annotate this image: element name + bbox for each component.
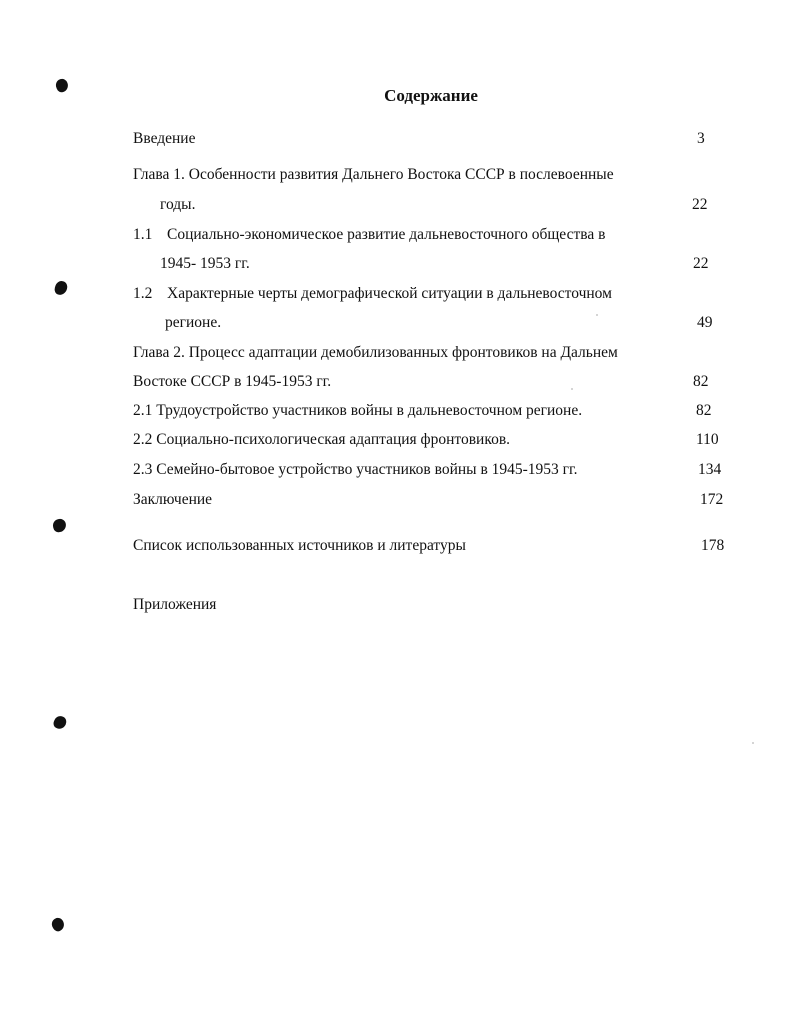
toc-entry-chapter-2-line-1[interactable]: Глава 2. Процесс адаптации демобилизованных фронтовиков на Дальнем <box>133 344 618 361</box>
toc-page-section-2-3: 134 <box>698 461 722 478</box>
toc-page-section-1-2: 49 <box>697 314 713 331</box>
toc-entry-section-1-2-line-2[interactable]: регионе. <box>165 314 222 331</box>
toc-page-introduction: 3 <box>697 130 705 147</box>
toc-page-sources: 178 <box>701 537 725 554</box>
page-title: Содержание <box>384 86 478 105</box>
toc-entry-chapter-1-line-2[interactable]: годы. <box>160 196 196 213</box>
toc-entry-appendix[interactable]: Приложения <box>133 596 217 613</box>
toc-entry-sources[interactable]: Список использованных источников и литературы <box>133 537 466 554</box>
toc-entry-introduction[interactable]: Введение <box>133 130 196 147</box>
toc-entry-section-1-1-line-2[interactable]: 1945- 1953 гг. <box>160 255 250 272</box>
toc-entry-section-1-1-number: 1.1 <box>133 226 153 243</box>
toc-page-chapter-2: 82 <box>693 373 709 390</box>
toc-page-section-1-1: 22 <box>693 255 709 272</box>
toc-entry-chapter-1-line-1[interactable]: Глава 1. Особенности развития Дальнего Востока СССР в послевоенные <box>133 166 614 183</box>
toc-page-conclusion: 172 <box>700 491 724 508</box>
toc-entry-section-2-3[interactable]: 2.3 Семейно-бытовое устройство участников войны в 1945-1953 гг. <box>133 461 578 478</box>
binding-hole-4 <box>52 714 68 731</box>
toc-entry-section-2-2[interactable]: 2.2 Социально-психологическая адаптация фронтовиков. <box>133 431 511 448</box>
toc-entry-section-1-1-line-1[interactable]: Социально-экономическое развитие дальневосточного общества в <box>167 226 606 243</box>
scan-speck <box>596 314 598 316</box>
toc-entry-conclusion[interactable]: Заключение <box>133 491 213 508</box>
toc-page-section-2-1: 82 <box>696 402 712 419</box>
toc-entry-section-1-2-line-1[interactable]: Характерные черты демографической ситуации в дальневосточном <box>167 285 612 302</box>
toc-page-chapter-1: 22 <box>692 196 708 213</box>
toc-page-section-2-2: 110 <box>696 431 719 448</box>
binding-hole-5 <box>50 916 67 933</box>
toc-entry-chapter-2-line-2[interactable]: Востоке СССР в 1945-1953 гг. <box>133 373 332 390</box>
toc-entry-section-2-1[interactable]: 2.1 Трудоустройство участников войны в дальневосточном регионе. <box>133 402 583 419</box>
binding-hole-2 <box>53 280 68 297</box>
binding-hole-3 <box>52 518 67 533</box>
toc-entry-section-1-2-number: 1.2 <box>133 285 153 302</box>
scan-speck <box>571 388 573 390</box>
scan-speck <box>752 742 754 744</box>
